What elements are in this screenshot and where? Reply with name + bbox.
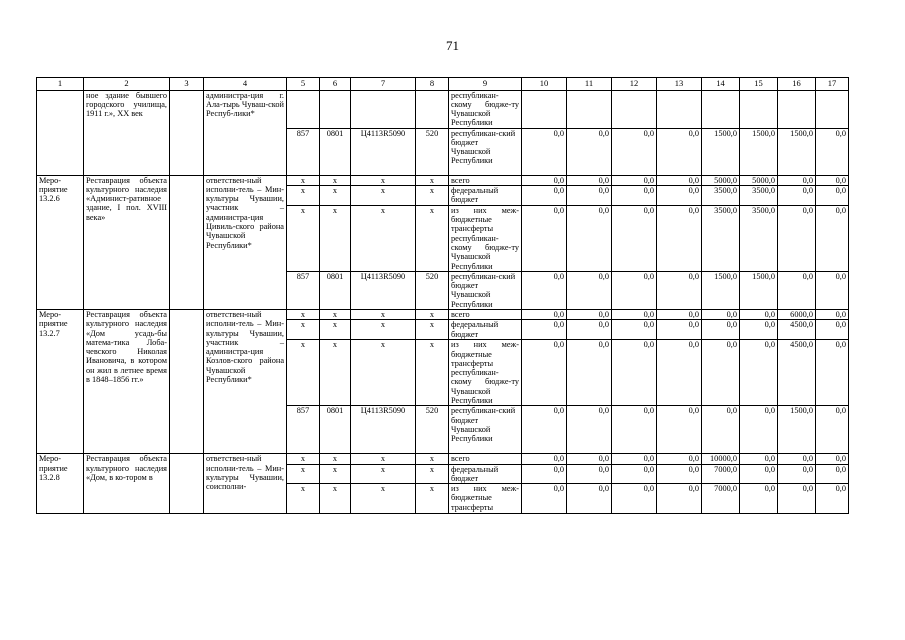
amount-cell: 0,0 — [612, 128, 657, 175]
code-cell: 520 — [416, 128, 449, 175]
amount-cell: 0,0 — [778, 205, 816, 271]
amount-cell — [702, 90, 740, 128]
amount-cell: 7000,0 — [702, 464, 740, 484]
amount-cell: 0,0 — [702, 320, 740, 340]
amount-cell: 5000,0 — [702, 175, 740, 185]
amount-cell: 0,0 — [612, 320, 657, 340]
amount-cell: 0,0 — [816, 271, 849, 309]
amount-cell: 0,0 — [657, 464, 702, 484]
code-cell: Ц4113R5090 — [351, 406, 416, 454]
amount-cell: 0,0 — [657, 175, 702, 185]
amount-cell: 0,0 — [612, 185, 657, 205]
amount-cell: 1500,0 — [740, 271, 778, 309]
amount-cell — [657, 90, 702, 128]
funding-source-cell: республикан-ский бюджет Чувашской Республики — [449, 128, 522, 175]
table-row — [37, 175, 849, 185]
amount-cell: 6000,0 — [778, 310, 816, 320]
amount-cell: 0,0 — [778, 454, 816, 464]
code-cell: x — [416, 320, 449, 340]
amount-cell: 0,0 — [522, 128, 567, 175]
code-cell: x — [287, 464, 320, 484]
amount-cell — [567, 90, 612, 128]
code-cell: x — [416, 205, 449, 271]
amount-cell: 0,0 — [702, 406, 740, 454]
code-cell: x — [287, 310, 320, 320]
amount-cell: 0,0 — [657, 406, 702, 454]
column-header: 13 — [657, 78, 702, 91]
amount-cell: 4500,0 — [778, 320, 816, 340]
column-header: 4 — [204, 78, 287, 91]
code-cell: x — [320, 340, 351, 406]
column-header: 15 — [740, 78, 778, 91]
amount-cell: 0,0 — [740, 484, 778, 514]
amount-cell: 3500,0 — [702, 205, 740, 271]
code-cell: x — [320, 175, 351, 185]
amount-cell: 0,0 — [612, 310, 657, 320]
amount-cell: 0,0 — [778, 464, 816, 484]
code-cell: x — [416, 175, 449, 185]
funding-source-cell: республикан-скому бюдже-ту Чувашской Республики — [449, 90, 522, 128]
amount-cell: 0,0 — [816, 185, 849, 205]
code-cell: x — [287, 205, 320, 271]
activity-name-cell: Реставрация объекта культурного наследия «Дом усадь-бы матема-тика Лоба-чевского Николая Ивановича, в котором он жил в летнее время в 1848–1856 гг.» — [84, 310, 170, 454]
code-cell: x — [416, 340, 449, 406]
empty-cell — [170, 175, 204, 309]
amount-cell: 0,0 — [702, 310, 740, 320]
amount-cell: 0,0 — [522, 454, 567, 464]
amount-cell: 0,0 — [522, 205, 567, 271]
code-cell: x — [416, 454, 449, 464]
amount-cell: 0,0 — [612, 464, 657, 484]
amount-cell: 0,0 — [657, 340, 702, 406]
executor-cell: ответствен-ный исполни-тель – Мин-культуры Чувашии, соисполни- — [204, 454, 287, 514]
amount-cell — [522, 90, 567, 128]
empty-cell — [170, 310, 204, 454]
column-header: 3 — [170, 78, 204, 91]
table-row — [37, 310, 849, 320]
amount-cell: 0,0 — [567, 340, 612, 406]
amount-cell: 0,0 — [740, 310, 778, 320]
code-cell: x — [351, 464, 416, 484]
amount-cell: 0,0 — [816, 406, 849, 454]
amount-cell: 0,0 — [522, 406, 567, 454]
amount-cell: 0,0 — [657, 205, 702, 271]
funding-source-cell: федеральный бюджет — [449, 464, 522, 484]
funding-source-cell: республикан-ский бюджет Чувашской Республики — [449, 271, 522, 309]
amount-cell: 0,0 — [612, 271, 657, 309]
code-cell: x — [416, 484, 449, 514]
amount-cell: 0,0 — [567, 271, 612, 309]
amount-cell: 0,0 — [522, 185, 567, 205]
amount-cell: 0,0 — [567, 310, 612, 320]
code-cell: x — [320, 320, 351, 340]
activity-name-cell: Реставрация объекта культурного наследия «Дом, в ко-тором в — [84, 454, 170, 514]
code-cell: x — [416, 310, 449, 320]
code-cell: x — [287, 340, 320, 406]
amount-cell: 0,0 — [612, 340, 657, 406]
amount-cell: 0,0 — [816, 454, 849, 464]
column-header: 10 — [522, 78, 567, 91]
funding-source-cell: республикан-ский бюджет Чувашской Республики — [449, 406, 522, 454]
amount-cell: 0,0 — [522, 310, 567, 320]
code-cell: x — [287, 484, 320, 514]
activity-name-cell: ное здание бывшего городского училища, 1911 г.», XX век — [84, 90, 170, 175]
amount-cell: 5000,0 — [740, 175, 778, 185]
code-cell: x — [320, 464, 351, 484]
amount-cell: 0,0 — [567, 320, 612, 340]
amount-cell: 1500,0 — [702, 128, 740, 175]
amount-cell: 0,0 — [778, 271, 816, 309]
executor-cell: ответствен-ный исполни-тель – Мин-культуры Чувашии, участник – администра-ция Козлов-ского района Чувашской Республики* — [204, 310, 287, 454]
code-cell: 0801 — [320, 128, 351, 175]
executor-cell: администра-ция г. Ала-тырь Чуваш-ской Респуб-лики* — [204, 90, 287, 175]
amount-cell: 4500,0 — [778, 340, 816, 406]
activity-name-cell: Реставрация объекта культурного наследия «Админист-ративное здание, I пол. XVIII века» — [84, 175, 170, 309]
code-cell: x — [287, 454, 320, 464]
amount-cell: 1500,0 — [740, 128, 778, 175]
funding-source-cell: федеральный бюджет — [449, 185, 522, 205]
empty-cell — [170, 90, 204, 175]
activity-code-cell: Меро-приятие 13.2.7 — [37, 310, 84, 454]
amount-cell: 0,0 — [740, 340, 778, 406]
amount-cell: 0,0 — [657, 185, 702, 205]
table-header-row — [37, 78, 849, 91]
code-cell: x — [287, 185, 320, 205]
amount-cell: 0,0 — [522, 320, 567, 340]
code-cell: 0801 — [320, 271, 351, 309]
amount-cell: 0,0 — [816, 175, 849, 185]
code-cell: Ц4113R5090 — [351, 271, 416, 309]
amount-cell: 0,0 — [612, 454, 657, 464]
amount-cell: 0,0 — [740, 464, 778, 484]
amount-cell: 0,0 — [567, 454, 612, 464]
amount-cell: 10000,0 — [702, 454, 740, 464]
amount-cell: 0,0 — [657, 320, 702, 340]
amount-cell: 0,0 — [778, 175, 816, 185]
code-cell: x — [287, 320, 320, 340]
amount-cell: 0,0 — [816, 340, 849, 406]
code-cell — [287, 90, 320, 128]
amount-cell: 0,0 — [657, 310, 702, 320]
amount-cell: 0,0 — [740, 454, 778, 464]
amount-cell: 3500,0 — [702, 185, 740, 205]
code-cell: 520 — [416, 406, 449, 454]
amount-cell: 0,0 — [567, 205, 612, 271]
column-header: 2 — [84, 78, 170, 91]
amount-cell: 0,0 — [816, 205, 849, 271]
amount-cell: 0,0 — [567, 406, 612, 454]
amount-cell: 0,0 — [522, 464, 567, 484]
code-cell: x — [416, 464, 449, 484]
amount-cell: 0,0 — [816, 310, 849, 320]
amount-cell: 0,0 — [657, 128, 702, 175]
table-row — [37, 454, 849, 464]
code-cell: 857 — [287, 406, 320, 454]
amount-cell — [612, 90, 657, 128]
code-cell: 857 — [287, 128, 320, 175]
amount-cell: 0,0 — [778, 185, 816, 205]
code-cell — [351, 90, 416, 128]
amount-cell: 0,0 — [816, 128, 849, 175]
amount-cell: 0,0 — [816, 320, 849, 340]
amount-cell: 0,0 — [612, 205, 657, 271]
amount-cell: 0,0 — [657, 484, 702, 514]
code-cell — [320, 90, 351, 128]
column-header: 6 — [320, 78, 351, 91]
code-cell: 520 — [416, 271, 449, 309]
amount-cell: 0,0 — [657, 454, 702, 464]
column-header: 14 — [702, 78, 740, 91]
page-number: 71 — [446, 38, 459, 53]
amount-cell: 0,0 — [612, 484, 657, 514]
code-cell: x — [287, 175, 320, 185]
code-cell: x — [351, 484, 416, 514]
code-cell: x — [351, 205, 416, 271]
amount-cell: 0,0 — [612, 406, 657, 454]
code-cell: 0801 — [320, 406, 351, 454]
amount-cell: 0,0 — [522, 271, 567, 309]
amount-cell: 0,0 — [522, 484, 567, 514]
amount-cell: 0,0 — [740, 320, 778, 340]
amount-cell: 3500,0 — [740, 205, 778, 271]
funding-source-cell: всего — [449, 454, 522, 464]
column-header: 11 — [567, 78, 612, 91]
amount-cell: 7000,0 — [702, 484, 740, 514]
code-cell: x — [320, 310, 351, 320]
column-header: 9 — [449, 78, 522, 91]
funding-source-cell: из них меж-бюджетные трансферты республикан-скому бюдже-ту Чувашской Республики — [449, 205, 522, 271]
amount-cell — [778, 90, 816, 128]
amount-cell — [740, 90, 778, 128]
executor-cell: ответствен-ный исполни-тель – Мин-культуры Чувашии, участник – администра-ция Цивиль-ского района Чувашской Республики* — [204, 175, 287, 309]
amount-cell: 1500,0 — [778, 406, 816, 454]
code-cell: x — [351, 185, 416, 205]
column-header: 1 — [37, 78, 84, 91]
column-header: 12 — [612, 78, 657, 91]
column-header: 7 — [351, 78, 416, 91]
amount-cell: 0,0 — [567, 175, 612, 185]
amount-cell: 0,0 — [816, 464, 849, 484]
amount-cell: 0,0 — [740, 406, 778, 454]
activity-code-cell — [37, 90, 84, 175]
code-cell: x — [416, 185, 449, 205]
amount-cell — [816, 90, 849, 128]
amount-cell: 0,0 — [567, 484, 612, 514]
code-cell: x — [351, 310, 416, 320]
code-cell: x — [351, 320, 416, 340]
amount-cell: 0,0 — [567, 128, 612, 175]
amount-cell: 1500,0 — [778, 128, 816, 175]
table-row — [37, 90, 849, 128]
code-cell: 857 — [287, 271, 320, 309]
funding-source-cell: всего — [449, 310, 522, 320]
code-cell: x — [351, 175, 416, 185]
amount-cell: 0,0 — [778, 484, 816, 514]
amount-cell: 0,0 — [522, 340, 567, 406]
column-header: 5 — [287, 78, 320, 91]
column-header: 8 — [416, 78, 449, 91]
amount-cell: 0,0 — [657, 271, 702, 309]
amount-cell: 0,0 — [522, 175, 567, 185]
code-cell: x — [320, 185, 351, 205]
budget-table — [36, 77, 849, 514]
amount-cell: 0,0 — [612, 175, 657, 185]
code-cell — [416, 90, 449, 128]
amount-cell: 0,0 — [702, 340, 740, 406]
activity-code-cell: Меро-приятие 13.2.6 — [37, 175, 84, 309]
funding-source-cell: из них меж-бюджетные трансферты республикан-скому бюдже-ту Чувашской Республики — [449, 340, 522, 406]
amount-cell: 0,0 — [567, 185, 612, 205]
column-header: 16 — [778, 78, 816, 91]
code-cell: Ц4113R5090 — [351, 128, 416, 175]
amount-cell: 3500,0 — [740, 185, 778, 205]
code-cell: x — [320, 484, 351, 514]
activity-code-cell: Меро-приятие 13.2.8 — [37, 454, 84, 514]
code-cell: x — [320, 205, 351, 271]
funding-source-cell: всего — [449, 175, 522, 185]
empty-cell — [170, 454, 204, 514]
code-cell: x — [320, 454, 351, 464]
code-cell: x — [351, 454, 416, 464]
amount-cell: 0,0 — [816, 484, 849, 514]
amount-cell: 1500,0 — [702, 271, 740, 309]
code-cell: x — [351, 340, 416, 406]
column-header: 17 — [816, 78, 849, 91]
funding-source-cell: федеральный бюджет — [449, 320, 522, 340]
amount-cell: 0,0 — [567, 464, 612, 484]
funding-source-cell: из них меж-бюджетные трансферты — [449, 484, 522, 514]
